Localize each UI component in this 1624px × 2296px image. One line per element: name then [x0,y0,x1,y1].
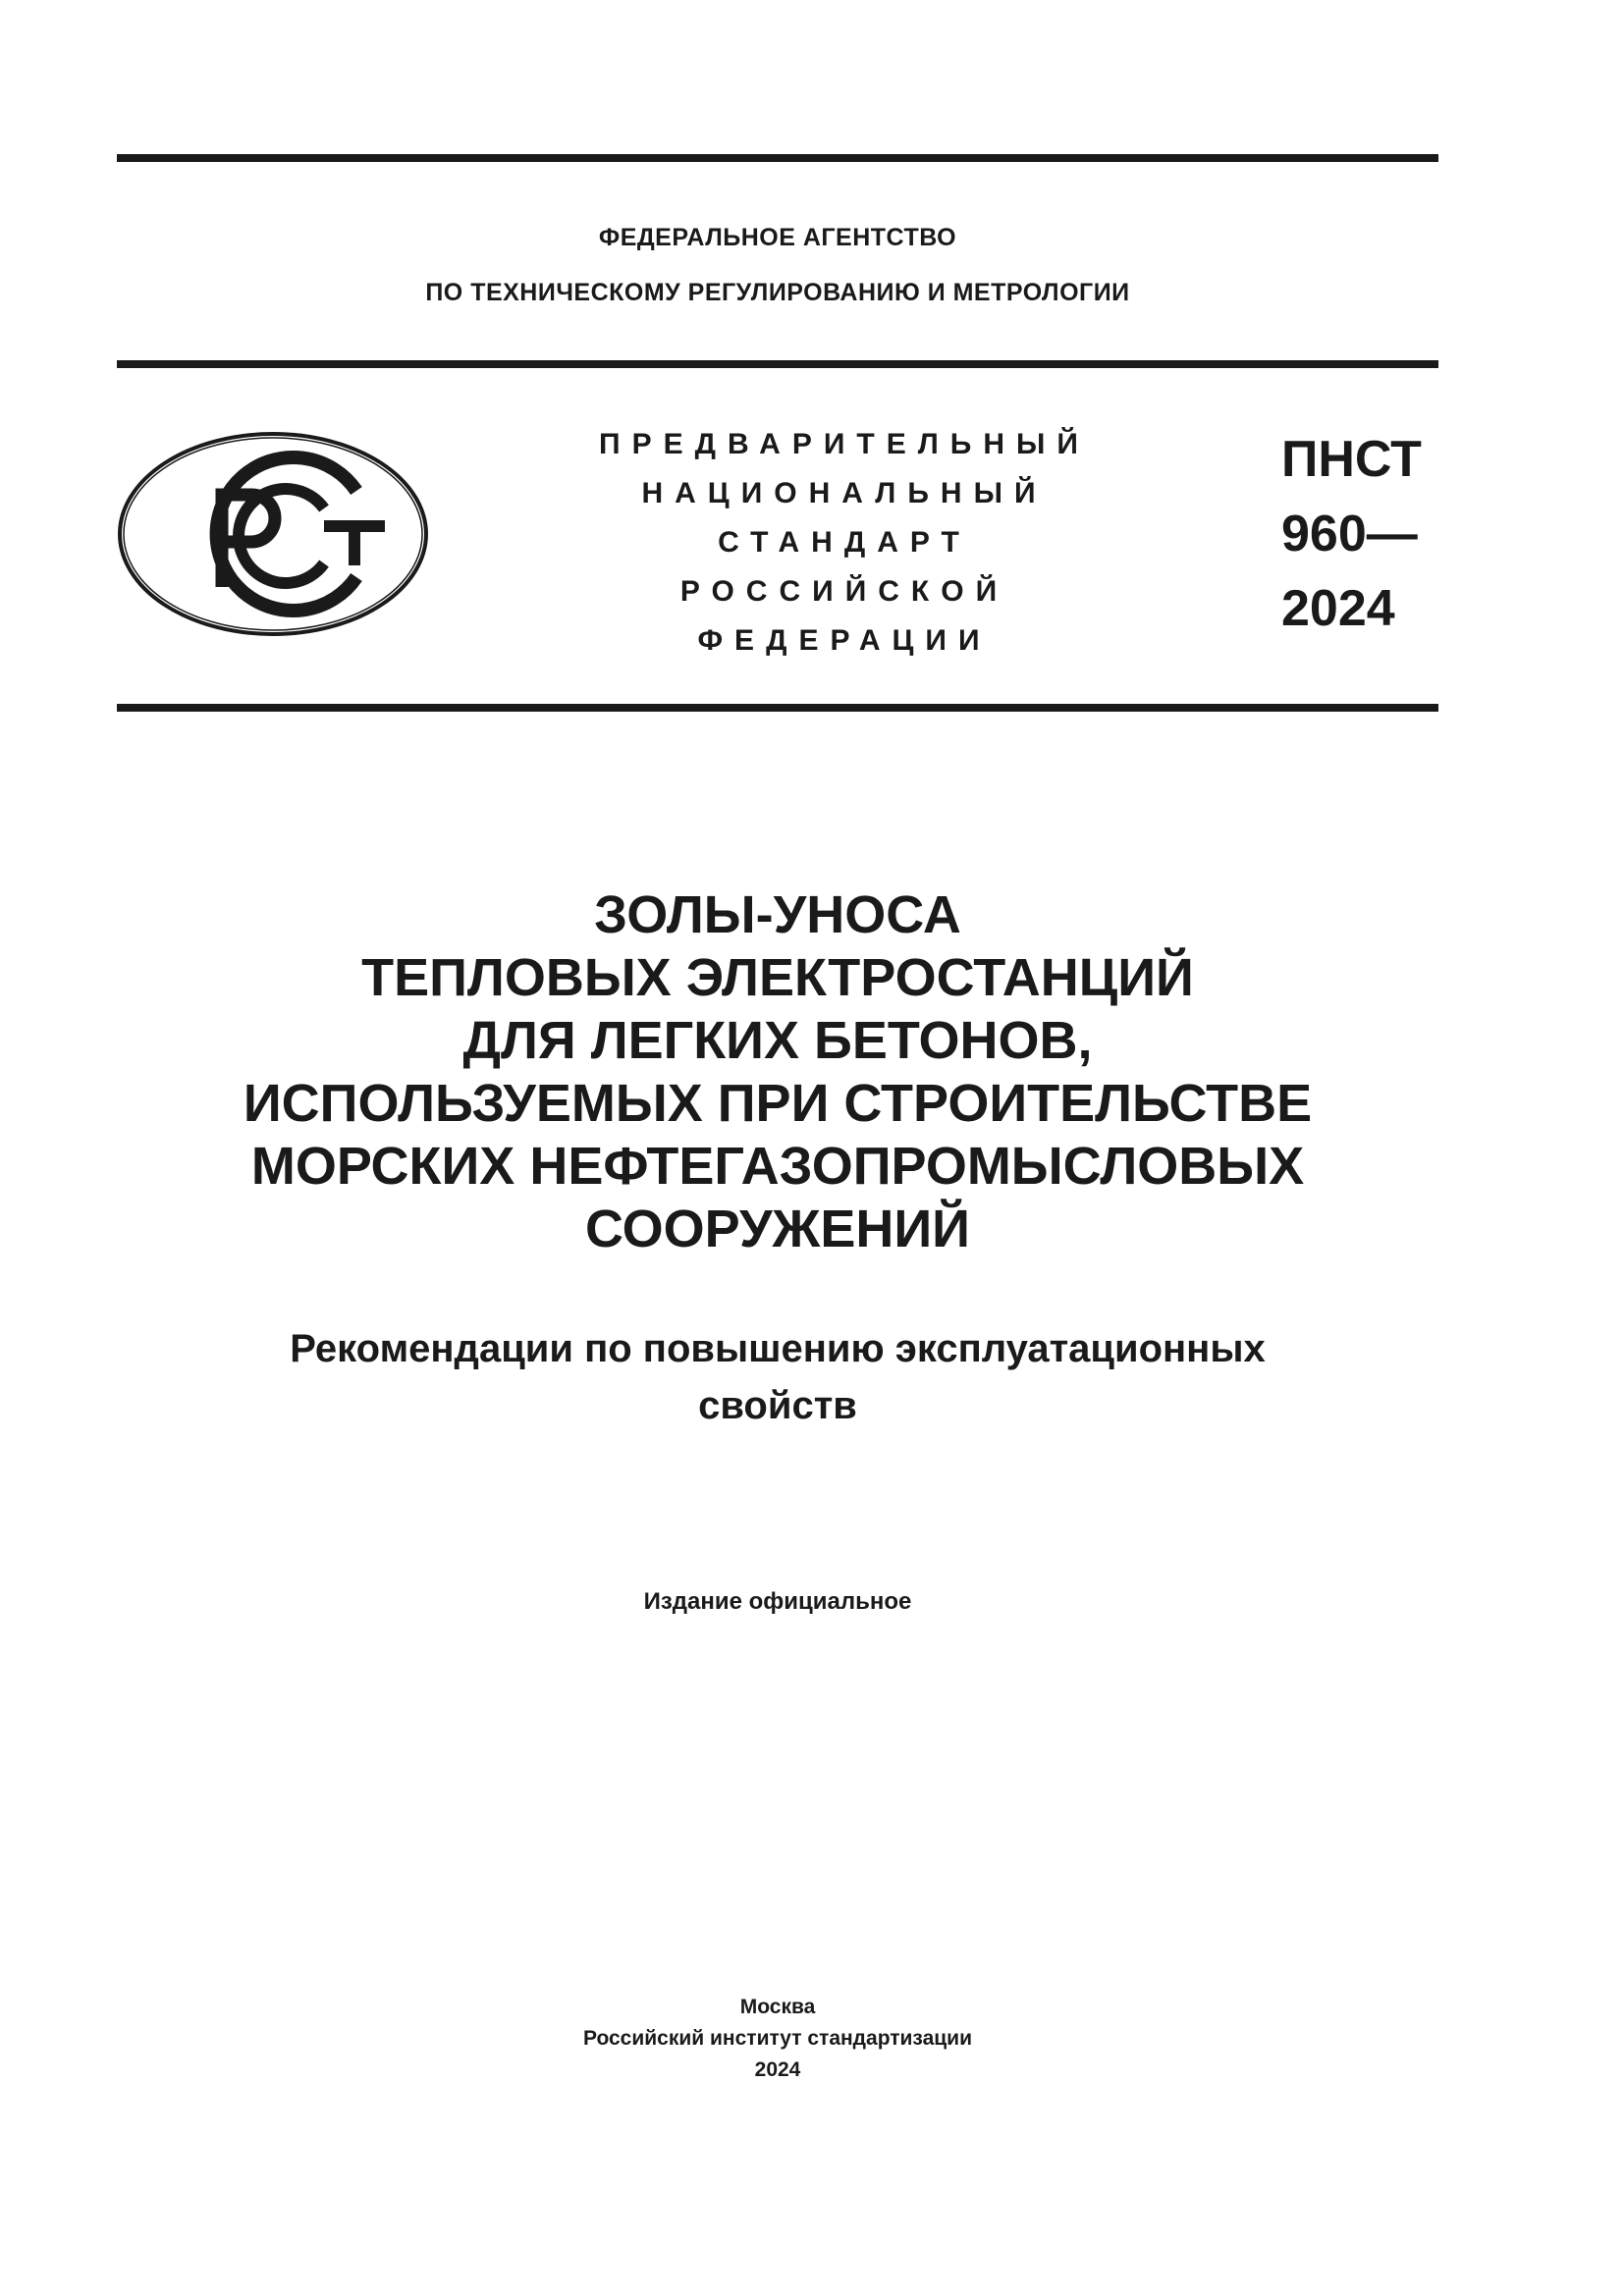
standard-kind-line: ПРЕДВАРИТЕЛЬНЫЙ [599,428,1090,460]
imprint [117,1992,1438,2086]
title-line: ЗОЛЫ-УНОСА [594,885,961,944]
standard-designation [1281,422,1422,646]
document-title [117,883,1438,1260]
agency-line-2: ПО ТЕХНИЧЕСКОМУ РЕГУЛИРОВАНИЮ И МЕТРОЛОГИИ [425,279,1130,306]
title-line: МОРСКИХ НЕФТЕГАЗОПРОМЫСЛОВЫХ [250,1137,1305,1196]
designation-code: ПНСТ [1281,431,1422,488]
title-line: СООРУЖЕНИЙ [584,1200,970,1258]
standard-kind-line: ФЕДЕРАЦИИ [697,624,992,657]
document-subtitle [117,1320,1438,1434]
middle-rule [117,360,1438,368]
edition-note: Издание официальное [643,1588,912,1615]
designation-year: 2024 [1281,580,1395,637]
title-line: ДЛЯ ЛЕГКИХ БЕТОНОВ, [462,1011,1093,1070]
standard-kind-line: НАЦИОНАЛЬНЫЙ [641,477,1048,509]
gost-r-emblem-icon [116,430,430,638]
imprint-publisher: Российский институт стандартизации [582,2027,973,2050]
designation-number: 960— [1281,506,1418,562]
standard-kind-line: СТАНДАРТ [718,526,971,559]
imprint-city: Москва [739,1996,816,2018]
subtitle-line: Рекомендации по повышению эксплуатационных [290,1327,1266,1370]
standard-kind [569,420,1119,666]
agency-line-1: ФЕДЕРАЛЬНОЕ АГЕНТСТВО [598,224,957,251]
top-rule [117,154,1438,162]
bottom-rule [117,704,1438,712]
subtitle-line: свойств [698,1384,857,1427]
title-line: ИСПОЛЬЗУЕМЫХ ПРИ СТРОИТЕЛЬСТВЕ [243,1074,1313,1133]
title-line: ТЕПЛОВЫХ ЭЛЕКТРОСТАНЦИЙ [361,948,1194,1007]
standard-kind-line: РОССИЙСКОЙ [679,575,1009,608]
imprint-year: 2024 [754,2058,801,2081]
